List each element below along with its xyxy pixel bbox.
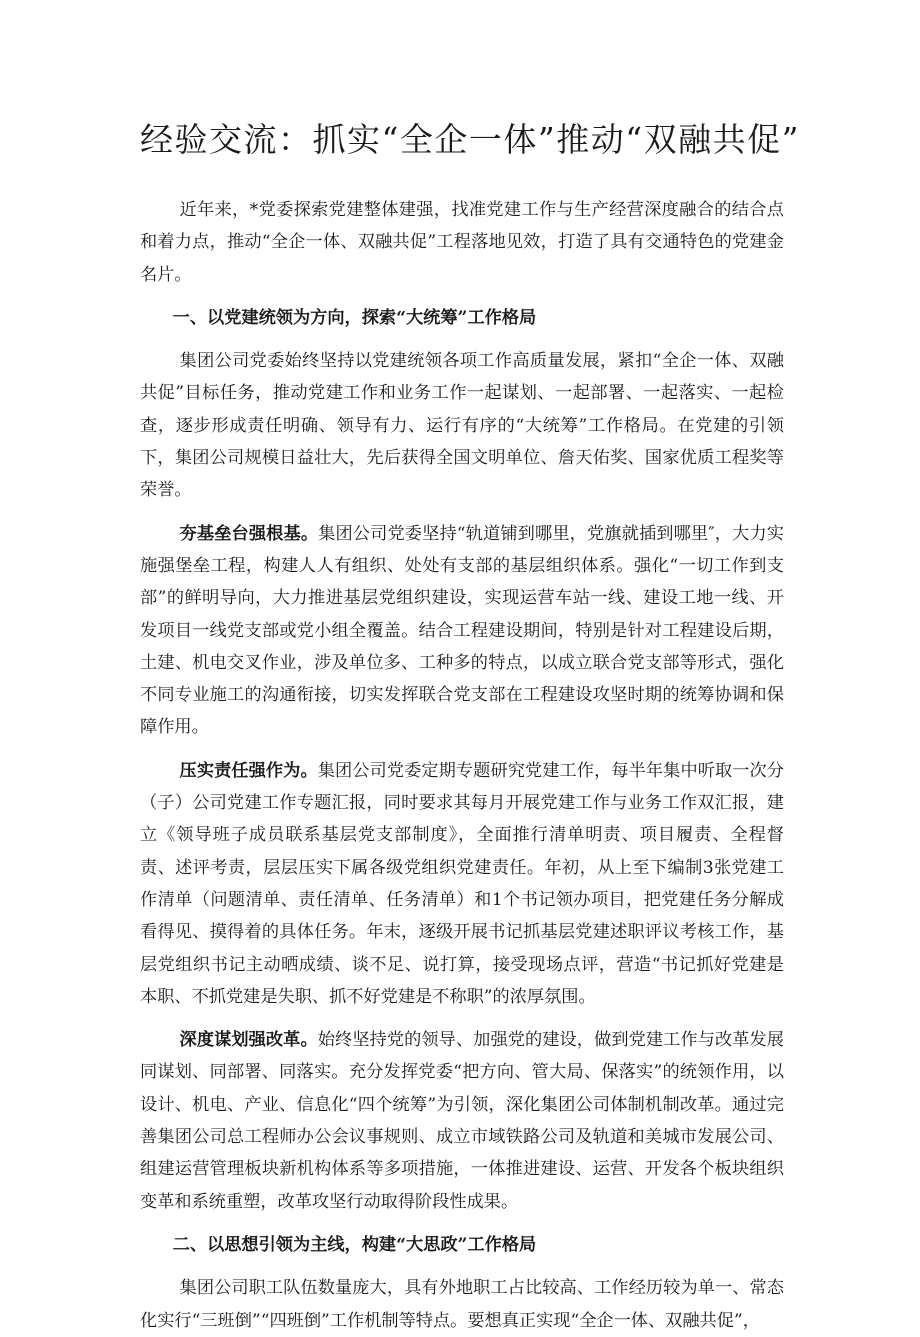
document-title: 经验交流：抓实“全企一体”推动“双融共促”: [140, 120, 800, 159]
document-body: [140, 194, 784, 1337]
paragraph-text: 集团公司党委坚持“轨道铺到哪里，党旗就插到哪里″，大力实施强堡垒工程，构建人人有组织、处处有支部的基层组织体系。强化“一切工作到支部”的鲜明导向，大力推进基层党组织建设，实现运营车站一线、建设工地一线、开发项目一线党支部或党小组全覆盖。结合工程建设期间，特别是针对工程建设后期，土建、机电交叉作业，涉及单位多、工种多的特点，以成立联合党支部等形式，强化不同专业施工的沟通衔接，切实发挥联合党支部在工程建设攻坚时期的统筹协调和保障作用。: [140, 523, 784, 738]
paragraph-lead-phrase: 夯基垒台强根基。: [179, 523, 319, 544]
section-1-paragraph-4: [140, 1024, 784, 1218]
section-1-paragraph-1: 集团公司党委始终坚持以党建统领各项工作高质量发展，紧扣“全企一体、双融共促”目标任务，推动党建工作和业务工作一起谋划、一起部署、一起落实、一起检查，逐步形成责任明确、领导有力、运行有序的“大统筹”工作格局。在党建的引领下，集团公司规模日益壮大，先后获得全国文明单位、詹天佑奖、国家优质工程奖等荣誉。: [140, 351, 784, 501]
section-1-paragraph-3: [140, 755, 784, 1013]
section-2-paragraph-1: 集团公司职工队伍数量庞大，具有外地职工占比较高、工作经历较为单一、常态化实行“三班倒”“四班倒”工作机制等特点。要想真正实现“全企一体、双融共促”，: [140, 1278, 784, 1331]
paragraph-text: 集团公司党委定期专题研究党建工作，每半年集中听取一次分（子）公司党建工作专题汇报，同时要求其每月开展党建工作与业务工作双汇报，建立《领导班子成员联系基层党支部制度》，全面推行清单明责、项目履责、全程督责、述评考责，层层压实下属各级党组织党建责任。年初，从上至下编制3张党建工作清单（问题清单、责任清单、任务清单）和1个书记领办项目，把党建任务分解成看得见、摸得着的具体任务。年末，逐级开展书记抓基层党建述职评议考核工作，基层党组织书记主动晒成绩、谈不足、说打算，接受现场点评，营造“书记抓好党建是本职、不抓党建是失职、抓不好党建是不称职”的浓厚氛围。: [140, 760, 784, 1007]
paragraph-lead-phrase: 深度谋划强改革。: [179, 1030, 318, 1051]
paragraph-text: 始终坚持党的领导、加强党的建设，做到党建工作与改革发展同谋划、同部署、同落实。充分发挥党委“把方向、管大局、保落实”的统领作用，以设计、机电、产业、信息化“四个统筹”为引领，深化集团公司体制机制改革。通过完善集团公司总工程师办公会议事规则、成立市域铁路公司及轨道和美城市发展公司、组建运营管理板块新机构体系等多项措施，一体推进建设、运营、开发各个板块组织变革和系统重塑，改革攻坚行动取得阶段性成果。: [140, 1030, 784, 1212]
intro-paragraph: 近年来，*党委探索党建整体建强，找准党建工作与生产经营深度融合的结合点和着力点，推动“全企一体、双融共促”工程落地见效，打造了具有交通特色的党建金名片。: [140, 200, 784, 285]
paragraph-lead-phrase: 压实责任强作为。: [179, 760, 318, 781]
section-1-paragraph-2: [140, 518, 784, 744]
section-2-heading: 二、以思想引领为主线，构建“大思政”工作格局: [172, 1234, 537, 1255]
section-1-heading: 一、以党建统领为方向，探索“大统筹”工作格局: [172, 307, 537, 328]
